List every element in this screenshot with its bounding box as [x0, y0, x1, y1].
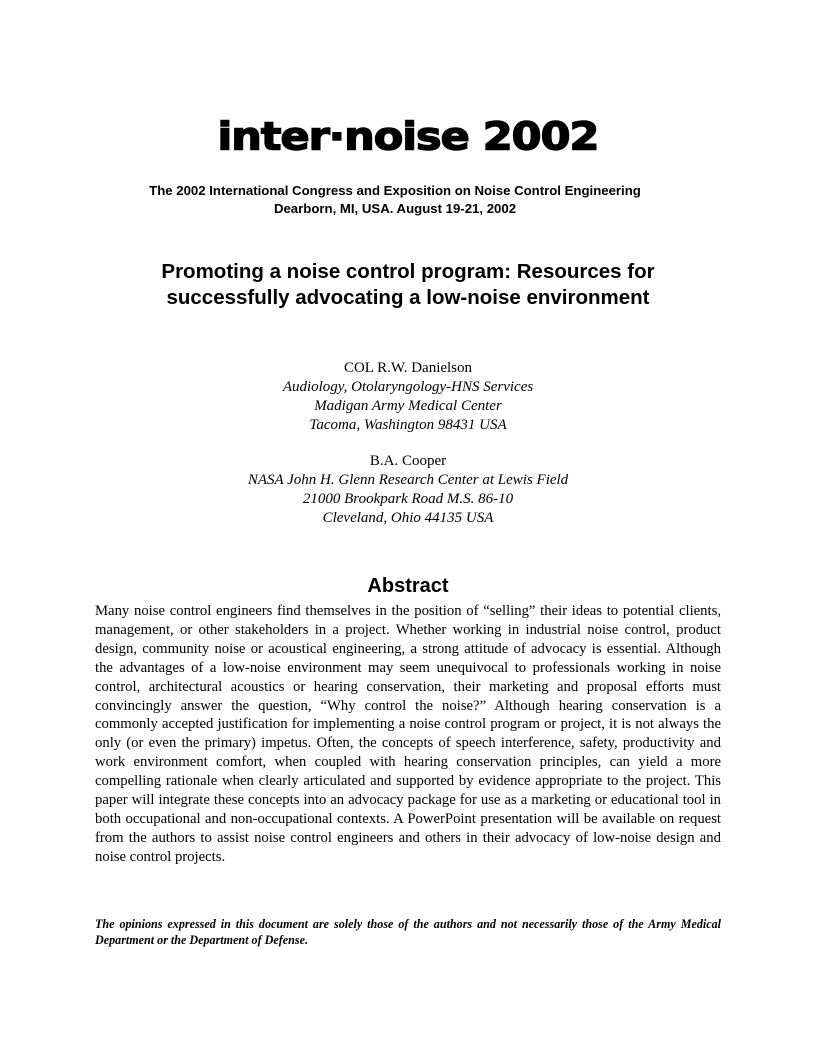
conference-name: The 2002 International Congress and Exposition on Noise Control Engineering	[149, 183, 641, 198]
author-affiliation: Audiology, Otolaryngology-HNS Services	[282, 379, 534, 395]
author-address: Cleveland, Ohio 44135 USA	[322, 510, 494, 526]
paper-title-line-2: successfully advocating a low-noise environment	[166, 286, 650, 309]
author-name: B.A. Cooper	[369, 453, 447, 469]
author-affiliation: Madigan Army Medical Center	[314, 398, 502, 414]
author-address: Tacoma, Washington 98431 USA	[309, 417, 507, 433]
author-affiliation: 21000 Brookpark Road M.S. 86-10	[302, 491, 514, 507]
abstract-heading: Abstract	[367, 575, 449, 597]
internoise-logo: inter·noise 2002	[217, 114, 599, 160]
abstract-body: Many noise control engineers find themselves in the position of “selling” their ideas to potential clients, management, or other stakeholders in a project. Whether working in industrial noise control, product design, community noise or acoustical engineering, a strong attitude of advocacy is essential. Although the advantages of a low-noise environment may seem unequivocal to professionals working in noise control, architectural acoustics or hearing conservation, their marketing and proposal efforts must convincingly answer the question, “Why control the noise?” Although hearing conservation is a commonly accepted justification for implementing a noise control program or project, it is not always the only (or even the primary) impetus. Often, the concepts of speech interference, safety, productivity and work environment comfort, when coupled with hearing conservation principles, can yield a more compelling rationale when clearly articulated and supported by evidence appropriate to the project. This paper will integrate these concepts into an advocacy package for use as a marketing or educational tool in both occupational and non-occupational contexts. A PowerPoint presentation will be available on request from the authors to assist noise control engineers and others in their advocacy of low-noise design and noise control projects.	[95, 603, 721, 865]
disclaimer-note: The opinions expressed in this document are solely those of the authors and not necessarily those of the Army Medical Department or the Department of Defense.	[95, 917, 721, 947]
author-name: COL R.W. Danielson	[343, 360, 473, 376]
paper-title-line-1: Promoting a noise control program: Resources for	[161, 260, 655, 283]
author-affiliation: NASA John H. Glenn Research Center at Lewis Field	[247, 472, 569, 488]
conference-location-date: Dearborn, MI, USA. August 19-21, 2002	[273, 201, 517, 216]
